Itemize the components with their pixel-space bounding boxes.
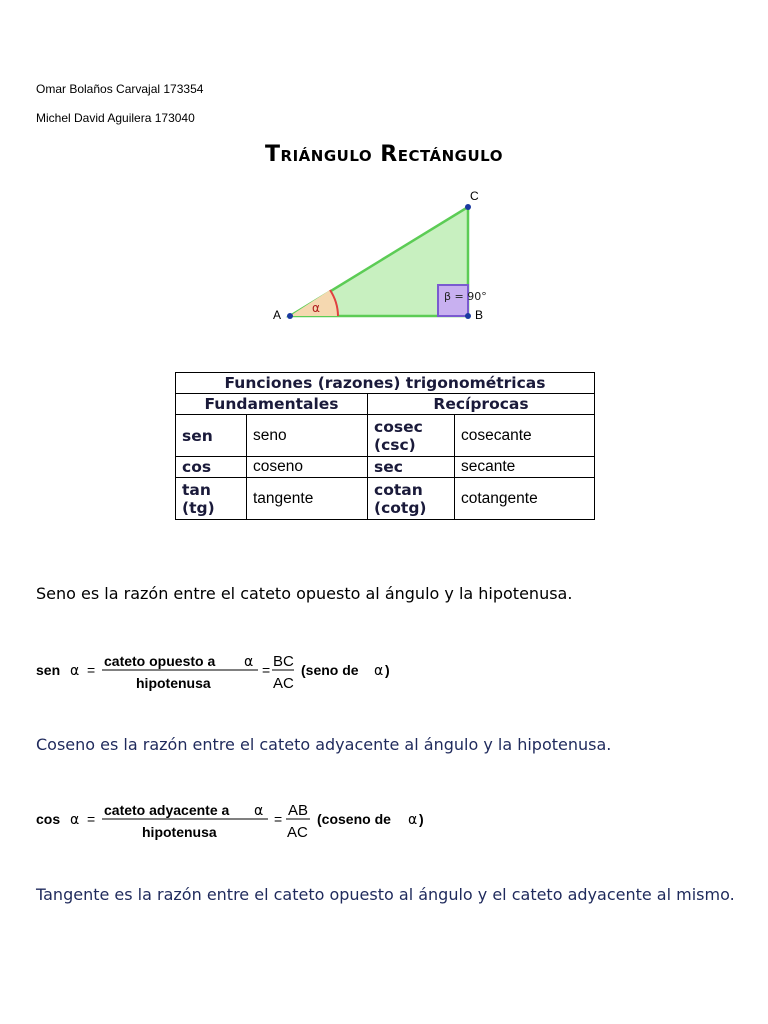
vertex-c-label: C xyxy=(470,189,479,203)
equals-sign: = xyxy=(87,662,96,678)
equals-sign: = xyxy=(274,811,283,827)
close-paren: ) xyxy=(385,662,390,678)
fraction-denominator: AC xyxy=(287,824,308,841)
reciprocal-name-cell: secante xyxy=(455,457,595,478)
group-header-reciprocas: Recíprocas xyxy=(368,394,595,415)
fraction-numerator: AB xyxy=(288,802,309,819)
table-row xyxy=(176,478,595,520)
fraction-numerator: cateto opuesto a xyxy=(104,653,216,669)
name-cell: seno xyxy=(247,415,368,457)
vertex-a-label: A xyxy=(273,308,282,322)
fraction-denominator: hipotenusa xyxy=(136,675,211,691)
formula-lhs: sen xyxy=(36,662,61,678)
reciprocal-name-cell: cosecante xyxy=(455,415,595,457)
vertex-c-point xyxy=(465,204,471,210)
alpha-symbol: α xyxy=(254,803,264,819)
group-header-fundamentales: Fundamentales xyxy=(176,394,368,415)
fraction-denominator: hipotenusa xyxy=(142,824,217,840)
tangente-definition: Tangente es la razón entre el cateto opuesto al ángulo y el cateto adyacente al mismo. xyxy=(36,885,735,904)
alpha-symbol: α xyxy=(408,812,418,828)
alpha-symbol: α xyxy=(244,654,254,670)
coseno-definition: Coseno es la razón entre el cateto adyacente al ángulo y la hipotenusa. xyxy=(36,735,612,754)
seno-formula xyxy=(36,648,436,694)
reciprocal-name-cell: cotangente xyxy=(455,478,595,520)
table-row xyxy=(176,457,595,478)
seno-definition: Seno es la razón entre el cateto opuesto al ángulo y la hipotenusa. xyxy=(36,584,573,603)
reciprocal-abbr-cell: cosec (csc) xyxy=(368,415,455,457)
abbr-cell: tan (tg) xyxy=(176,478,247,520)
formula-note: (coseno de xyxy=(317,811,391,827)
abbr-cell: cos xyxy=(176,457,247,478)
alpha-symbol: α xyxy=(374,663,384,679)
alpha-symbol: α xyxy=(70,812,80,828)
alpha-symbol: α xyxy=(70,663,80,679)
name-cell: tangente xyxy=(247,478,368,520)
vertex-b-point xyxy=(465,313,471,319)
author-2: Michel David Aguilera 173040 xyxy=(36,111,195,125)
fraction-numerator: cateto adyacente a xyxy=(104,802,230,818)
abbr-cell: sen xyxy=(176,415,247,457)
right-triangle-figure xyxy=(270,186,510,326)
formula-lhs: cos xyxy=(36,811,61,827)
vertex-a-point xyxy=(287,313,293,319)
name-cell: coseno xyxy=(247,457,368,478)
fraction-denominator: AC xyxy=(273,675,294,692)
reciprocal-abbr-cell: sec xyxy=(368,457,455,478)
coseno-formula xyxy=(36,797,456,843)
table-title: Funciones (razones) trigonométricas xyxy=(176,373,595,394)
equals-sign: = xyxy=(87,811,96,827)
formula-note: (seno de xyxy=(301,662,359,678)
close-paren: ) xyxy=(419,811,424,827)
vertex-b-label: B xyxy=(475,308,484,322)
reciprocal-abbr-cell: cotan (cotg) xyxy=(368,478,455,520)
table-row xyxy=(176,415,595,457)
page-title: Triángulo Rectángulo xyxy=(265,142,503,167)
alpha-label: α xyxy=(312,301,320,315)
author-1: Omar Bolaños Carvajal 173354 xyxy=(36,82,204,96)
trig-functions-table xyxy=(175,372,595,520)
beta-label: β = 90° xyxy=(444,290,487,303)
equals-sign: = xyxy=(262,662,271,678)
fraction-numerator: BC xyxy=(273,653,294,670)
